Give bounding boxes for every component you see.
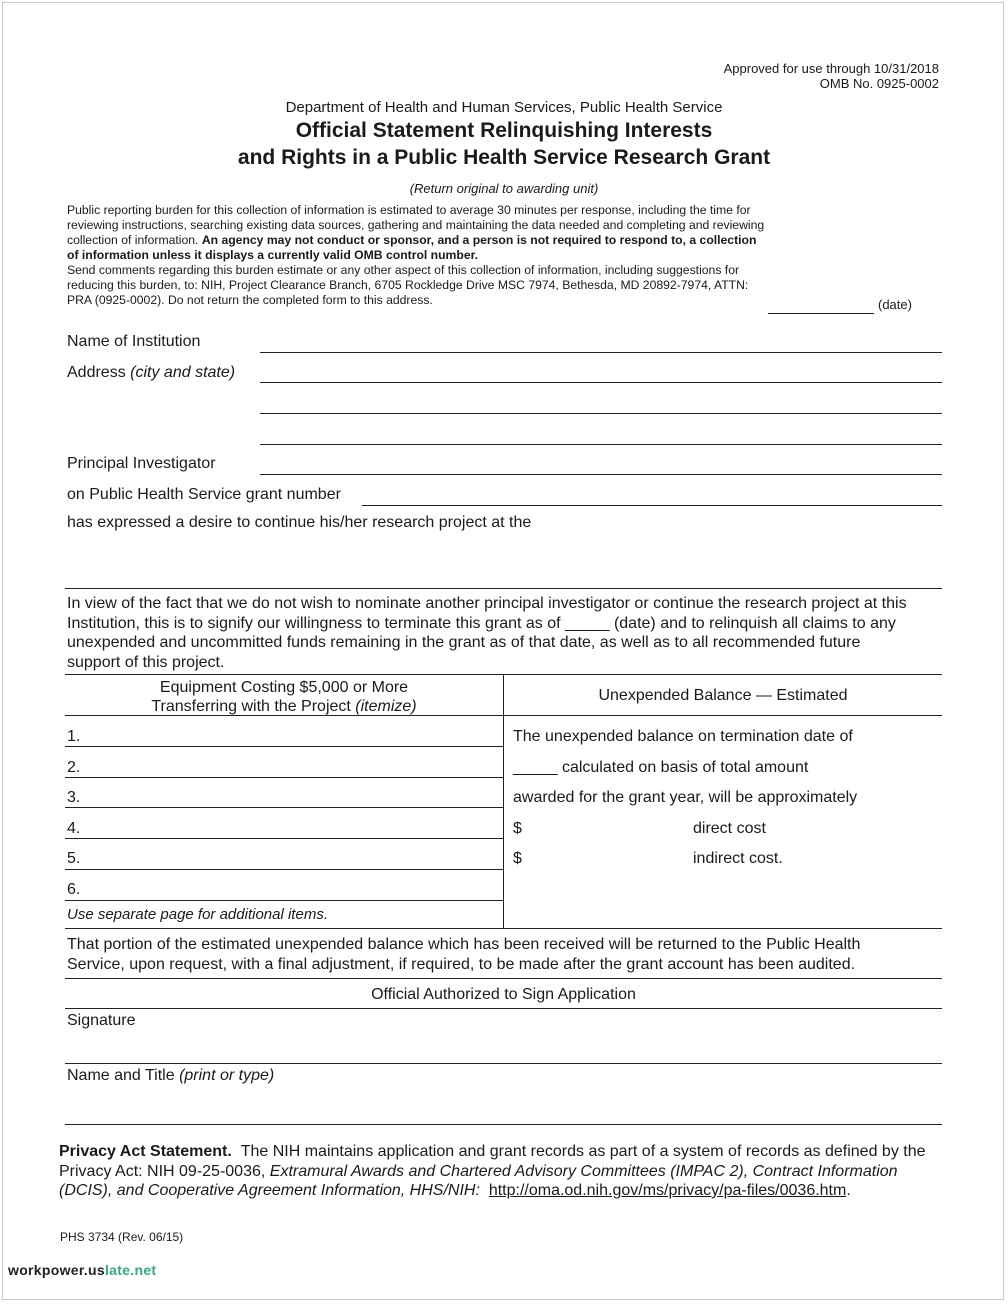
- balance-header: Unexpended Balance — Estimated: [598, 687, 848, 704]
- address-label: Address (city and state): [67, 364, 236, 381]
- watermark-logo: workpower.uslate.net: [8, 1262, 157, 1278]
- equipment-item-4: 4.: [67, 820, 81, 837]
- equipment-line-5[interactable]: [65, 869, 503, 870]
- table-bottom-rule: [65, 928, 942, 929]
- burden-statement: [67, 203, 767, 308]
- date-label: (date): [878, 297, 912, 312]
- privacy-heading: Privacy Act Statement.: [59, 1143, 232, 1160]
- address-hint: (city and state): [130, 364, 236, 381]
- balance-line1: The unexpended balance on termination date of: [513, 728, 853, 745]
- burden-part1: Public reporting burden for this collection of information is estimated to average 30 minutes per response, including the time for reviewing instructions, searching existing data sources, gathering and maintaining the data needed and completing and reviewing collection of information.: [67, 203, 765, 247]
- dollar-sign-direct: $: [513, 820, 522, 837]
- official-header-rule: [65, 1008, 942, 1009]
- approval-block: [724, 61, 939, 91]
- indirect-cost-label: indirect cost.: [693, 850, 783, 867]
- official-header: Official Authorized to Sign Application: [371, 986, 636, 1003]
- grant-number-line[interactable]: [362, 505, 942, 506]
- grant-number-label: on Public Health Service grant number: [67, 486, 341, 503]
- burden-part2: Send comments regarding this burden estimate or any other aspect of this collection of information, including suggestions for reducing this burden, to: NIH, Project Clearance Branch, 6705 Rockledge Drive MSC 7974, Bethesda, MD 20892-7974, ATTN: PRA (0925-0002). Do not return the completed form to this address.: [67, 263, 749, 307]
- equipment-line-1[interactable]: [65, 746, 503, 747]
- relinquish-line3: unexpended and uncommitted funds remaining in the grant as of that date, as well as to all recommended future: [67, 634, 861, 651]
- date-line[interactable]: [768, 313, 874, 314]
- return-paragraph: [67, 935, 860, 974]
- form-subtitle: (Return original to awarding unit): [409, 181, 599, 196]
- relinquish-line1: In view of the fact that we do not wish to nominate another principal investigator or continue the research project at this: [67, 595, 907, 612]
- privacy-italic2: Information (DCIS), and Cooperative Agreement Information, HHS/NIH: [59, 1162, 898, 1199]
- equipment-line-3[interactable]: [65, 807, 503, 808]
- return-line1: That portion of the estimated unexpended balance which has been received will be returned to the Public Health: [67, 936, 861, 953]
- official-top-rule: [65, 978, 942, 979]
- equipment-note: Use separate page for additional items.: [67, 906, 328, 923]
- institution-line[interactable]: [260, 352, 942, 353]
- equipment-item-5: 5.: [67, 850, 81, 867]
- equipment-header-hint: (itemize): [355, 698, 417, 715]
- address-line-1[interactable]: [260, 382, 942, 383]
- address-line-3[interactable]: [260, 444, 942, 445]
- name-title-label: Name and Title (print or type): [67, 1067, 275, 1084]
- form-title-line1: Official Statement Relinquishing Interests: [295, 119, 713, 142]
- equipment-line-6[interactable]: [65, 900, 503, 901]
- equipment-header-line2: Transferring with the Project: [151, 698, 351, 715]
- balance-line2: _____ calculated on basis of total amount: [513, 759, 809, 776]
- direct-cost-label: direct cost: [693, 820, 766, 837]
- privacy-italic1: Extramural Awards and Chartered Advisory Committees (IMPAC 2), Contract: [269, 1162, 814, 1180]
- form-number: PHS 3734 (Rev. 06/15): [60, 1230, 184, 1244]
- signature-line[interactable]: [65, 1063, 942, 1064]
- privacy-link[interactable]: http://oma.od.nih.gov/ms/privacy/pa-files/0036.htm: [488, 1182, 847, 1199]
- equipment-item-3: 3.: [67, 789, 81, 806]
- table-divider: [503, 674, 504, 928]
- new-institution-line[interactable]: [65, 588, 942, 589]
- equipment-line-4[interactable]: [65, 838, 503, 839]
- omb-number: OMB No. 0925-0002: [819, 76, 939, 91]
- privacy-statement: Privacy Act Statement. The NIH maintains application and grant records as part of a system of records as defined by the Privacy Act: NIH 09-25-0036, Extramural Awards and Chartered Advisory Committees (IMPAC 2), Contract Information (DCIS), and Cooperative Agreement Information, HHS/NIH: http://oma.od.nih.gov/ms/privacy/pa-files/0036.htm.: [59, 1143, 926, 1199]
- relinquish-line2: Institution, this is to signify our willingness to terminate this grant as of _____ (date) and to relinquish all claims to any: [67, 614, 896, 632]
- privacy-text2: the Privacy Act: NIH 09-25-0036,: [59, 1143, 926, 1180]
- equipment-item-2: 2.: [67, 759, 81, 776]
- equipment-line-2[interactable]: [65, 777, 503, 778]
- name-title-hint: (print or type): [179, 1067, 275, 1084]
- burden-bold: An agency may not conduct or sponsor, and a person is not required to respond to, a collection of information unless it displays a currently valid OMB control number.: [67, 233, 757, 262]
- continue-text: has expressed a desire to continue his/her research project at the: [67, 514, 532, 531]
- equipment-header-line1: Equipment Costing $5,000 or More: [159, 679, 409, 696]
- equipment-item-1: 1.: [67, 728, 81, 745]
- return-line2: Service, upon request, with a final adjustment, if required, to be made after the grant account has been audited.: [67, 955, 856, 973]
- dollar-sign-indirect: $: [513, 850, 522, 867]
- equipment-header: [65, 678, 503, 716]
- name-title-line[interactable]: [65, 1124, 942, 1125]
- relinquish-line4: support of this project.: [67, 653, 225, 671]
- balance-line3: awarded for the grant year, will be approximately: [513, 789, 858, 806]
- institution-label: Name of Institution: [67, 333, 201, 350]
- equipment-item-6: 6.: [67, 881, 81, 898]
- privacy-text1: The NIH maintains application and grant records as part of a system of records as defined by: [240, 1143, 899, 1160]
- approval-date: Approved for use through 10/31/2018: [723, 61, 939, 76]
- form-title-line2: and Rights in a Public Health Service Research Grant: [237, 146, 771, 169]
- pi-label: Principal Investigator: [67, 455, 216, 472]
- signature-label: Signature: [67, 1012, 136, 1029]
- pi-line[interactable]: [260, 474, 942, 475]
- relinquish-paragraph: [67, 594, 907, 672]
- address-line-2[interactable]: [260, 413, 942, 414]
- department-name: Department of Health and Human Services, Public Health Service: [285, 99, 723, 116]
